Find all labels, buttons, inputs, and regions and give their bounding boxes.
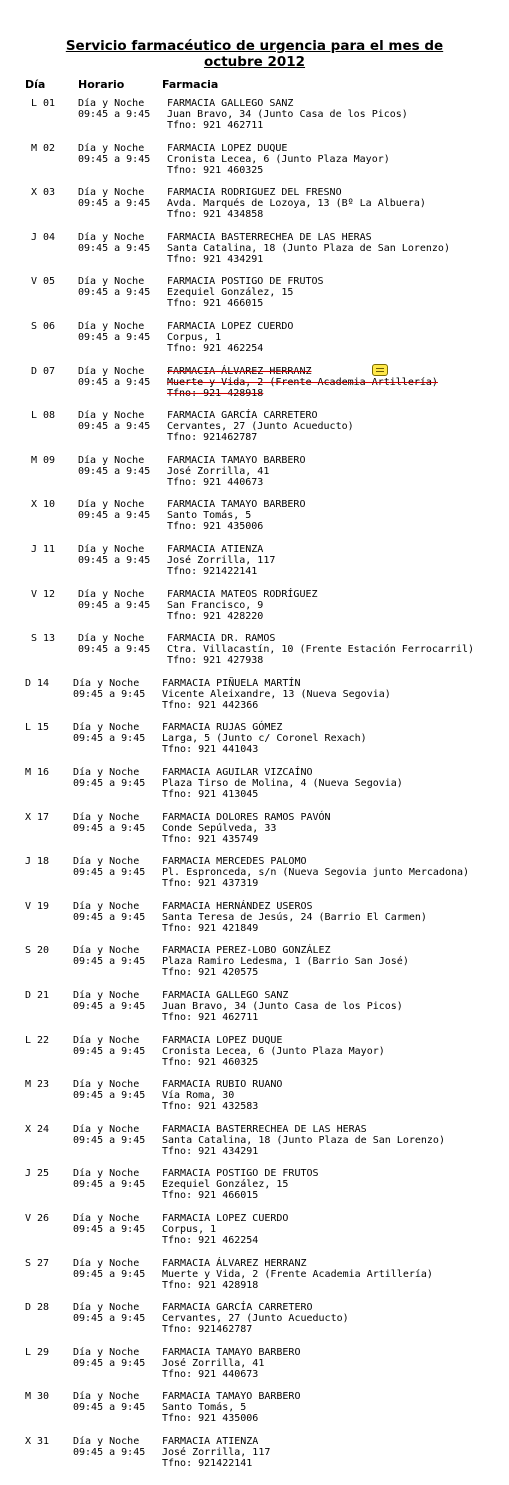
schedule-row [0,455,509,499]
schedule-row [0,143,509,187]
pharmacy-info [167,187,426,220]
pharmacy-name: FARMACIA ATIENZA [162,1436,259,1447]
schedule-hours [78,633,150,655]
pharmacy-phone: Tfno: 921 435006 [162,1413,259,1424]
schedule-row [0,1302,509,1346]
pharmacy-info [162,678,391,711]
schedule-hours [78,366,150,388]
pharmacy-address: Pl. Espronceda, s/n (Nueva Segovia junto Mercadona) [162,867,470,878]
hours-range: 09:45 a 9:45 [78,644,151,655]
pharmacy-phone: Tfno: 921 428918 [167,388,264,399]
pharmacy-address: Ctra. Villacastín, 10 (Frente Estación Ferrocarril) [167,644,475,655]
hours-range: 09:45 a 9:45 [73,956,146,967]
pharmacy-info [162,1258,433,1291]
schedule-row [0,1124,509,1168]
hours-label: Día y Noche [78,232,145,243]
hours-range: 09:45 a 9:45 [73,1313,146,1324]
hours-label: Día y Noche [73,812,140,823]
hours-range: 09:45 a 9:45 [73,1402,146,1413]
schedule-row [0,1079,509,1123]
day-label: S 13 [31,633,56,644]
day-label: L 01 [31,98,56,109]
pharmacy-phone: Tfno: 921 432583 [162,1101,259,1112]
pharmacy-address: Conde Sepúlveda, 33 [162,823,277,834]
pharmacy-phone: Tfno: 921 440673 [167,477,264,488]
pharmacy-info [167,633,474,666]
schedule-hours [78,321,150,343]
pharmacy-name: FARMACIA PEREZ-LOBO GONZÁLEZ [162,945,331,956]
pharmacy-phone: Tfno: 921422141 [162,1458,253,1469]
hours-range: 09:45 a 9:45 [73,1269,146,1280]
day-label: J 11 [31,544,56,555]
pharmacy-address: Santa Catalina, 18 (Junto Plaza de San Lorenzo) [162,1135,445,1146]
pharmacy-info [167,232,450,265]
hours-range: 09:45 a 9:45 [73,823,146,834]
hours-label: Día y Noche [73,722,140,733]
hours-label: Día y Noche [78,98,145,109]
pharmacy-name: FARMACIA DR. RAMOS [167,633,276,644]
day-label: M 23 [25,1079,50,1090]
hours-range: 09:45 a 9:45 [73,1046,146,1057]
pharmacy-address: Juan Bravo, 34 (Junto Casa de los Picos) [162,1001,403,1012]
hours-range: 09:45 a 9:45 [73,867,146,878]
pharmacy-phone: Tfno: 921 413045 [162,789,259,800]
day-label: V 12 [31,589,56,600]
hours-label: Día y Noche [73,1213,140,1224]
pharmacy-phone: Tfno: 921 462254 [162,1235,259,1246]
pharmacy-address: Plaza Ramiro Ledesma, 1 (Barrio San José) [162,956,409,967]
pharmacy-name: FARMACIA DOLORES RAMOS PAVÓN [162,812,331,823]
schedule-hours [73,812,145,834]
hours-label: Día y Noche [73,767,140,778]
schedule-hours [78,187,150,209]
pharmacy-info [162,1079,282,1112]
column-header-horario: Horario [78,78,125,91]
hours-label: Día y Noche [78,499,145,510]
pharmacy-phone: Tfno: 921 420575 [162,967,259,978]
schedule-row [0,499,509,543]
schedule-row [0,366,509,410]
day-label: M 02 [31,143,56,154]
schedule-hours [73,1258,145,1280]
pharmacy-address: Cronista Lecea, 6 (Junto Plaza Mayor) [162,1046,385,1057]
hours-range: 09:45 a 9:45 [78,466,151,477]
schedule-row [0,1168,509,1212]
pharmacy-address: Ezequiel González, 15 [167,287,294,298]
pharmacy-address: José Zorrilla, 41 [162,1358,265,1369]
pharmacy-address: Larga, 5 (Junto c/ Coronel Rexach) [162,733,367,744]
pharmacy-info [162,722,367,755]
day-label: V 26 [25,1213,50,1224]
pharmacy-info [162,1302,349,1335]
schedule-hours [78,98,150,120]
title-line-1: Servicio farmacéutico de urgencia para el mes de [65,38,444,54]
hours-label: Día y Noche [73,1124,140,1135]
hours-range: 09:45 a 9:45 [78,154,151,165]
schedule-hours [78,544,150,566]
pharmacy-address: Cervantes, 27 (Junto Acueducto) [167,421,354,432]
pharmacy-info [162,1035,385,1068]
day-label: J 18 [25,856,50,867]
schedule-row [0,945,509,989]
schedule-hours [73,1302,145,1324]
pharmacy-info [162,1213,288,1246]
schedule-row [0,589,509,633]
day-label: L 29 [25,1347,50,1358]
day-label: D 28 [25,1302,50,1313]
pharmacy-info [167,366,438,399]
comment-note-icon[interactable] [372,364,388,376]
schedule-row [0,410,509,454]
hours-label: Día y Noche [73,901,140,912]
pharmacy-address: Juan Bravo, 34 (Junto Casa de los Picos) [167,109,408,120]
day-label: L 22 [25,1035,50,1046]
schedule-hours [73,1213,145,1235]
schedule-hours [73,901,145,923]
title-line-2: octubre 2012 [203,54,306,70]
schedule-row [0,1436,509,1480]
hours-range: 09:45 a 9:45 [78,510,151,521]
schedule-row [0,1213,509,1257]
pharmacy-info [167,544,275,577]
pharmacy-info [162,1347,300,1380]
pharmacy-address: José Zorrilla, 41 [167,466,270,477]
hours-label: Día y Noche [73,1168,140,1179]
pharmacy-address: Plaza Tirso de Molina, 4 (Nueva Segovia) [162,778,403,789]
schedule-row [0,856,509,900]
day-label: X 10 [31,499,56,510]
schedule-hours [78,143,150,165]
day-label: J 25 [25,1168,50,1179]
pharmacy-info [162,901,427,934]
pharmacy-name: FARMACIA PIÑUELA MARTÍN [162,678,301,689]
hours-label: Día y Noche [73,1258,140,1269]
day-label: M 30 [25,1391,50,1402]
pharmacy-address: Corpus, 1 [167,332,222,343]
pharmacy-phone: Tfno: 921 462711 [167,120,264,131]
hours-range: 09:45 a 9:45 [73,1224,146,1235]
pharmacy-phone: Tfno: 921 427938 [167,655,264,666]
hours-range: 09:45 a 9:45 [78,421,151,432]
schedule-row [0,1347,509,1391]
schedule-row [0,1035,509,1079]
pharmacy-name: FARMACIA POSTIGO DE FRUTOS [167,276,324,287]
pharmacy-name: FARMACIA GARCÍA CARRETERO [167,410,318,421]
day-label: X 17 [25,812,50,823]
schedule-hours [78,589,150,611]
pharmacy-phone: Tfno: 921 442366 [162,700,259,711]
day-label: L 08 [31,410,56,421]
pharmacy-address: Santa Catalina, 18 (Junto Plaza de San Lorenzo) [167,243,450,254]
day-label: J 04 [31,232,56,243]
schedule-row [0,187,509,231]
hours-label: Día y Noche [78,143,145,154]
schedule-hours [73,1436,145,1458]
schedule-hours [73,1079,145,1101]
hours-range: 09:45 a 9:45 [73,733,146,744]
pharmacy-address: San Francisco, 9 [167,600,264,611]
hours-range: 09:45 a 9:45 [73,1447,146,1458]
day-label: M 09 [31,455,56,466]
pharmacy-info [162,990,403,1023]
day-label: V 05 [31,276,56,287]
pharmacy-info [162,1391,300,1424]
hours-label: Día y Noche [78,455,145,466]
hours-range: 09:45 a 9:45 [73,689,146,700]
pharmacy-info [162,812,331,845]
hours-range: 09:45 a 9:45 [73,1001,146,1012]
column-header-dia: Día [25,78,46,91]
schedule-hours [73,1124,145,1146]
day-label: S 06 [31,321,56,332]
pharmacy-name: FARMACIA TAMAYO BARBERO [167,455,306,466]
pharmacy-address: Cervantes, 27 (Junto Acueducto) [162,1313,349,1324]
schedule-hours [73,722,145,744]
day-label: X 31 [25,1436,50,1447]
pharmacy-name: FARMACIA TAMAYO BARBERO [167,499,306,510]
hours-range: 09:45 a 9:45 [78,555,151,566]
pharmacy-name: FARMACIA ATIENZA [167,544,264,555]
pharmacy-address: Santa Teresa de Jesús, 24 (Barrio El Carmen) [162,912,427,923]
hours-range: 09:45 a 9:45 [73,912,146,923]
pharmacy-phone: Tfno: 921 421849 [162,923,259,934]
pharmacy-address: Santo Tomás, 5 [167,510,252,521]
pharmacy-phone: Tfno: 921 462711 [162,1012,259,1023]
hours-label: Día y Noche [73,1347,140,1358]
schedule-row [0,1258,509,1302]
pharmacy-name: FARMACIA GARCÍA CARRETERO [162,1302,313,1313]
schedule-hours [78,276,150,298]
day-label: S 20 [25,945,50,956]
pharmacy-name: FARMACIA ÁLVAREZ HERRANZ [162,1258,307,1269]
schedule-hours [78,455,150,477]
hours-label: Día y Noche [73,945,140,956]
pharmacy-phone: Tfno: 921 434858 [167,209,264,220]
pharmacy-address: Muerte y Vida, 2 (Frente Academia Artillería) [167,377,438,388]
schedule-hours [73,678,145,700]
pharmacy-info [162,767,403,800]
schedule-hours [73,1391,145,1413]
schedule-hours [73,1347,145,1369]
schedule-row [0,544,509,588]
pharmacy-address: Vía Roma, 30 [162,1090,235,1101]
pharmacy-info [167,589,318,622]
pharmacy-info [167,410,354,443]
pharmacy-name: FARMACIA GALLEGO SANZ [167,98,294,109]
pharmacy-phone: Tfno: 921 434291 [167,254,264,265]
day-label: X 03 [31,187,56,198]
day-label: D 14 [25,678,50,689]
hours-label: Día y Noche [73,1436,140,1447]
pharmacy-info [167,321,293,354]
hours-range: 09:45 a 9:45 [78,600,151,611]
pharmacy-name: FARMACIA LOPEZ DUQUE [162,1035,283,1046]
pharmacy-name: FARMACIA MATEOS RODRÍGUEZ [167,589,318,600]
schedule-row [0,812,509,856]
pharmacy-name: FARMACIA BASTERRECHEA DE LAS HERAS [162,1124,367,1135]
pharmacy-address: Muerte y Vida, 2 (Frente Academia Artillería) [162,1269,433,1280]
schedule-row [0,1391,509,1435]
pharmacy-name: FARMACIA HERNÁNDEZ USEROS [162,901,313,912]
pharmacy-phone: Tfno: 921 437319 [162,878,259,889]
hours-label: Día y Noche [78,276,145,287]
schedule-hours [73,767,145,789]
page-title [0,38,509,70]
pharmacy-phone: Tfno: 921 466015 [162,1190,259,1201]
pharmacy-phone: Tfno: 921 428918 [162,1280,259,1291]
hours-range: 09:45 a 9:45 [78,198,151,209]
hours-label: Día y Noche [78,366,145,377]
pharmacy-name: FARMACIA MERCEDES PALOMO [162,856,307,867]
pharmacy-name: FARMACIA RUJAS GÓMEZ [162,722,283,733]
pharmacy-phone: Tfno: 921 460325 [162,1057,259,1068]
hours-label: Día y Noche [73,1035,140,1046]
hours-label: Día y Noche [78,187,145,198]
pharmacy-info [162,945,409,978]
hours-range: 09:45 a 9:45 [73,778,146,789]
pharmacy-name: FARMACIA LOPEZ CUERDO [167,321,294,332]
schedule-row [0,276,509,320]
pharmacy-phone: Tfno: 921 441043 [162,744,259,755]
pharmacy-info [167,455,305,488]
pharmacy-phone: Tfno: 921 435006 [167,521,264,532]
day-label: X 24 [25,1124,50,1135]
pharmacy-phone: Tfno: 921462787 [167,432,258,443]
schedule-row [0,722,509,766]
pharmacy-name: FARMACIA LOPEZ CUERDO [162,1213,289,1224]
hours-range: 09:45 a 9:45 [78,109,151,120]
hours-range: 09:45 a 9:45 [78,332,151,343]
day-label: V 19 [25,901,50,912]
pharmacy-address: Corpus, 1 [162,1224,217,1235]
hours-label: Día y Noche [73,990,140,1001]
day-label: S 27 [25,1258,50,1269]
schedule-hours [78,232,150,254]
pharmacy-info [167,499,305,532]
schedule-hours [73,856,145,878]
schedule-hours [78,499,150,521]
schedule-row [0,232,509,276]
schedule-hours [73,1035,145,1057]
pharmacy-name: FARMACIA LOPEZ DUQUE [167,143,288,154]
hours-label: Día y Noche [78,633,145,644]
pharmacy-address: Avda. Marqués de Lozoya, 13 (Bº La Albuera) [167,198,426,209]
schedule-row [0,633,509,677]
pharmacy-address: José Zorrilla, 117 [167,555,276,566]
schedule-hours [73,945,145,967]
pharmacy-name: FARMACIA RODRIGUEZ DEL FRESNO [167,187,342,198]
pharmacy-phone: Tfno: 921 428220 [167,611,264,622]
pharmacy-phone: Tfno: 921 434291 [162,1146,259,1157]
pharmacy-phone: Tfno: 921 435749 [162,834,259,845]
hours-label: Día y Noche [73,1079,140,1090]
schedule-row [0,901,509,945]
pharmacy-info [167,98,408,131]
hours-label: Día y Noche [78,544,145,555]
hours-range: 09:45 a 9:45 [78,287,151,298]
pharmacy-name: FARMACIA AGUILAR VIZCAÍNO [162,767,313,778]
schedule-row [0,990,509,1034]
column-header-farmacia: Farmacia [162,78,219,91]
pharmacy-info [167,143,390,176]
hours-label: Día y Noche [78,589,145,600]
pharmacy-name: FARMACIA TAMAYO BARBERO [162,1347,301,1358]
pharmacy-info [167,276,324,309]
hours-range: 09:45 a 9:45 [78,243,151,254]
schedule-row [0,98,509,142]
hours-label: Día y Noche [73,856,140,867]
pharmacy-phone: Tfno: 921 440673 [162,1369,259,1380]
pharmacy-phone: Tfno: 921 460325 [167,165,264,176]
hours-label: Día y Noche [73,678,140,689]
pharmacy-name: FARMACIA TAMAYO BARBERO [162,1391,301,1402]
pharmacy-info [162,856,469,889]
pharmacy-phone: Tfno: 921 462254 [167,343,264,354]
pharmacy-phone: Tfno: 921422141 [167,566,258,577]
hours-label: Día y Noche [73,1302,140,1313]
pharmacy-info [162,1124,445,1157]
pharmacy-address: Cronista Lecea, 6 (Junto Plaza Mayor) [167,154,390,165]
pharmacy-name: FARMACIA POSTIGO DE FRUTOS [162,1168,319,1179]
hours-range: 09:45 a 9:45 [73,1358,146,1369]
pharmacy-name: FARMACIA ÁLVAREZ HERRANZ [167,366,312,377]
schedule-row [0,678,509,722]
hours-label: Día y Noche [78,410,145,421]
schedule-row [0,767,509,811]
hours-label: Día y Noche [73,1391,140,1402]
pharmacy-phone: Tfno: 921462787 [162,1324,253,1335]
day-label: L 15 [25,722,50,733]
hours-range: 09:45 a 9:45 [73,1135,146,1146]
pharmacy-phone: Tfno: 921 466015 [167,298,264,309]
schedule-hours [73,990,145,1012]
schedule-row [0,321,509,365]
pharmacy-name: FARMACIA GALLEGO SANZ [162,990,289,1001]
schedule-hours [73,1168,145,1190]
pharmacy-info [162,1436,270,1469]
pharmacy-name: FARMACIA BASTERRECHEA DE LAS HERAS [167,232,372,243]
schedule-hours [78,410,150,432]
day-label: D 21 [25,990,50,1001]
day-label: M 16 [25,767,50,778]
hours-label: Día y Noche [78,321,145,332]
pharmacy-address: Santo Tomás, 5 [162,1402,247,1413]
day-label: D 07 [31,366,56,377]
pharmacy-info [162,1168,319,1201]
pharmacy-name: FARMACIA RUBIO RUANO [162,1079,283,1090]
hours-range: 09:45 a 9:45 [73,1179,146,1190]
hours-range: 09:45 a 9:45 [73,1090,146,1101]
pharmacy-address: José Zorrilla, 117 [162,1447,271,1458]
hours-range: 09:45 a 9:45 [78,377,151,388]
pharmacy-address: Vicente Aleixandre, 13 (Nueva Segovia) [162,689,391,700]
pharmacy-address: Ezequiel González, 15 [162,1179,289,1190]
